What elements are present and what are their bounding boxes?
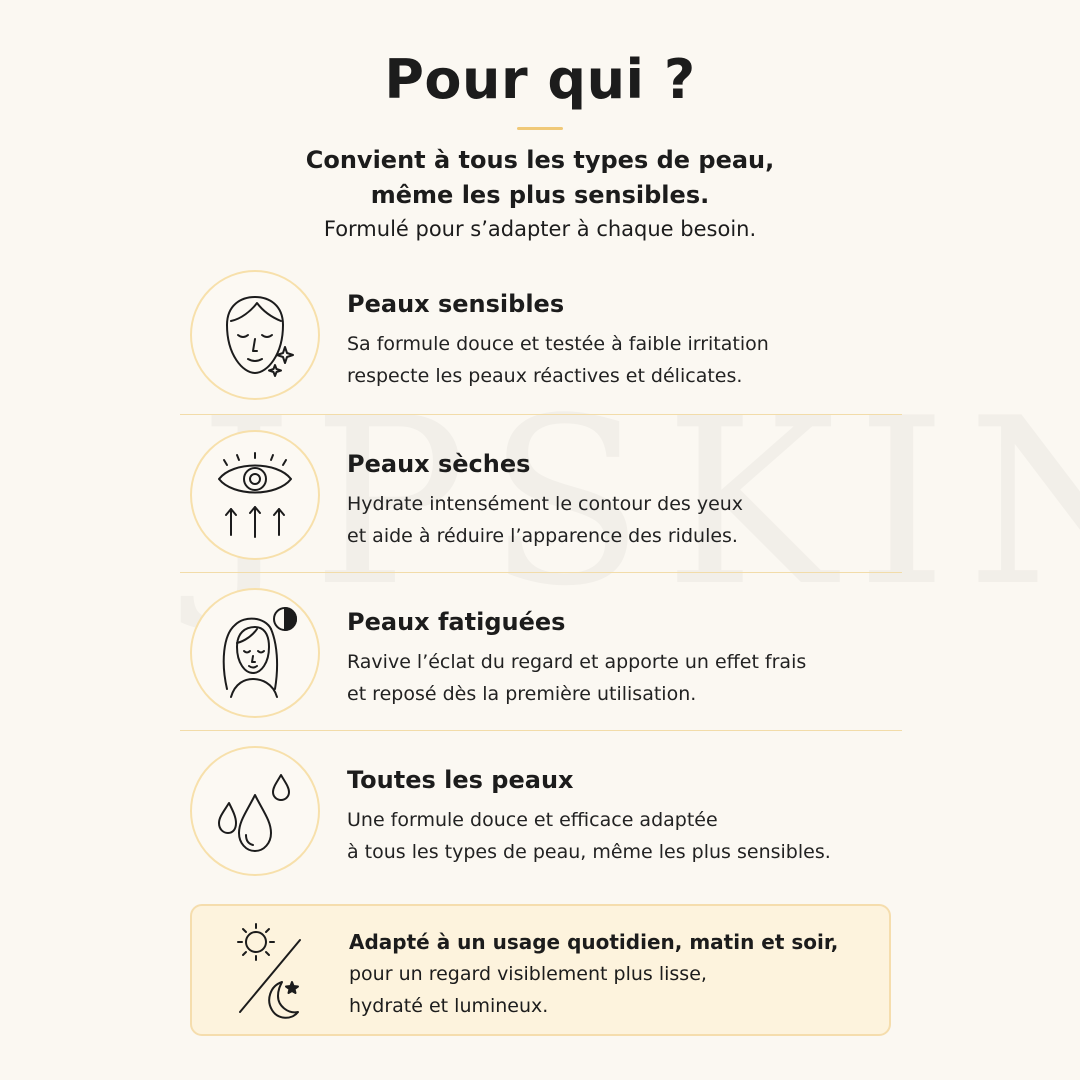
item-description-line-1: Ravive l’éclat du regard et apporte un effet frais: [347, 651, 807, 673]
item-title: Peaux fatiguées: [347, 608, 566, 636]
list-item-sensitive-skin: [180, 270, 902, 425]
item-description-line-1: Hydrate intensément le contour des yeux: [347, 493, 744, 515]
callout-line-1: Adapté à un usage quotidien, matin et soir,: [349, 930, 839, 954]
title-underline: [517, 127, 563, 130]
intro-line-2: même les plus sensibles.: [370, 181, 710, 209]
eye-lift-arrows-icon: [190, 430, 320, 560]
list-item-all-skin: [180, 746, 902, 901]
item-description-line-2: et reposé dès la première utilisation.: [347, 683, 697, 705]
callout-line-3: hydraté et lumineux.: [349, 995, 549, 1017]
sun-moon-icon: [228, 916, 312, 1024]
intro-line-3: Formulé pour s’adapter à chaque besoin.: [323, 217, 757, 241]
item-description-line-2: respecte les peaux réactives et délicates.: [347, 365, 743, 387]
item-title: Peaux sensibles: [347, 290, 565, 318]
woman-moon-icon: [190, 588, 320, 718]
item-description-line-1: Une formule douce et efficace adaptée: [347, 809, 718, 831]
item-title: Toutes les peaux: [347, 766, 574, 794]
list-item-tired-skin: [180, 588, 902, 743]
item-title: Peaux sèches: [347, 450, 531, 478]
item-description-line-2: et aide à réduire l’apparence des ridules.: [347, 525, 738, 547]
divider: [180, 414, 902, 415]
intro-line-1: Convient à tous les types de peau,: [305, 146, 775, 174]
page-title: Pour qui ?: [384, 48, 696, 111]
item-description-line-2: à tous les types de peau, même les plus sensibles.: [347, 841, 831, 863]
item-description-line-1: Sa formule douce et testée à faible irritation: [347, 333, 769, 355]
divider: [180, 730, 902, 731]
usage-callout: [190, 904, 891, 1036]
divider: [180, 572, 902, 573]
face-sparkles-icon: [190, 270, 320, 400]
water-drops-icon: [190, 746, 320, 876]
list-item-dry-skin: [180, 430, 902, 585]
callout-line-2: pour un regard visiblement plus lisse,: [349, 963, 707, 985]
